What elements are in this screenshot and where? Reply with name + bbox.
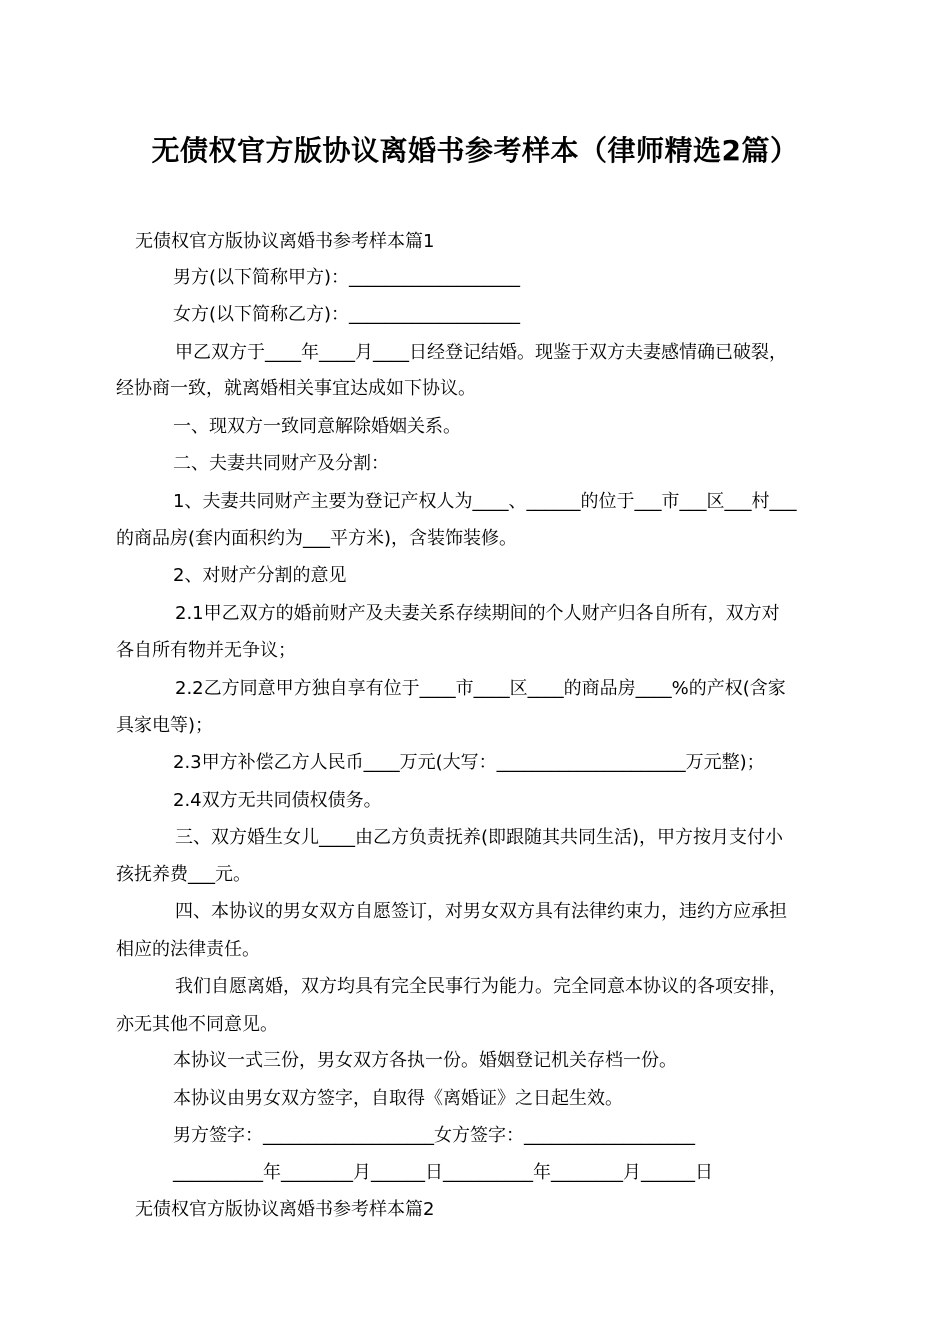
clause-heading: 2、对财产分割的意见 — [173, 565, 347, 586]
paragraph-line: 的商品房(套内面积约为___平方米)，含装饰装修。 — [116, 528, 518, 549]
paragraph-line: 本协议由男女双方签字，自取得《离婚证》之日起生效。 — [173, 1088, 623, 1109]
paragraph-line: 我们自愿离婚，双方均具有完全民事行为能力。完全同意本协议的各项安排， — [175, 976, 787, 997]
document-title: 无债权官方版协议离婚书参考样本（律师精选2篇） — [151, 134, 799, 167]
clause-heading: 二、夫妻共同财产及分割： — [173, 453, 389, 474]
paragraph-line: 孩抚养费___元。 — [116, 864, 251, 885]
paragraph-line: 各自所有物并无争议； — [116, 640, 296, 661]
section-heading: 无债权官方版协议离婚书参考样本篇2 — [135, 1199, 435, 1220]
paragraph-line: 2.3甲方补偿乙方人民币____万元(大写：_____________________万元整)； — [173, 752, 765, 773]
section-heading: 无债权官方版协议离婚书参考样本篇1 — [135, 231, 435, 252]
paragraph-line: 2.4双方无共同债权债务。 — [173, 790, 382, 811]
paragraph-line: 本协议一式三份，男女双方各执一份。婚姻登记机关存档一份。 — [173, 1050, 677, 1071]
paragraph-line: 相应的法律责任。 — [116, 939, 260, 960]
date-line: __________年________月______日__________年________月______日 — [173, 1162, 713, 1183]
signature-line: 男方签字：___________________女方签字：___________________ — [173, 1125, 695, 1146]
paragraph-line: 四、本协议的男女双方自愿签订，对男女双方具有法律约束力，违约方应承担 — [175, 901, 787, 922]
paragraph-line: 经协商一致，就离婚相关事宜达成如下协议。 — [116, 378, 476, 399]
paragraph-line: 1、夫妻共同财产主要为登记产权人为____、______的位于___市___区___村___ — [173, 491, 797, 512]
paragraph-line: 2.1甲乙双方的婚前财产及夫妻关系存续期间的个人财产归各自所有，双方对 — [175, 603, 780, 624]
party-female-line: 女方(以下简称乙方)：___________________ — [173, 304, 521, 325]
clause-heading: 一、现双方一致同意解除婚姻关系。 — [173, 416, 461, 437]
paragraph-line: 亦无其他不同意见。 — [116, 1014, 278, 1035]
paragraph-line: 三、双方婚生女儿____由乙方负责抚养(即跟随其共同生活)，甲方按月支付小 — [175, 827, 784, 848]
paragraph-line: 2.2乙方同意甲方独自享有位于____市____区____的商品房____%的产权(含家 — [175, 678, 786, 699]
paragraph-line: 甲乙双方于____年____月____日经登记结婚。现鉴于双方夫妻感情确已破裂， — [175, 342, 787, 363]
party-male-line: 男方(以下简称甲方)：___________________ — [173, 267, 521, 288]
paragraph-line: 具家电等)； — [116, 715, 214, 736]
